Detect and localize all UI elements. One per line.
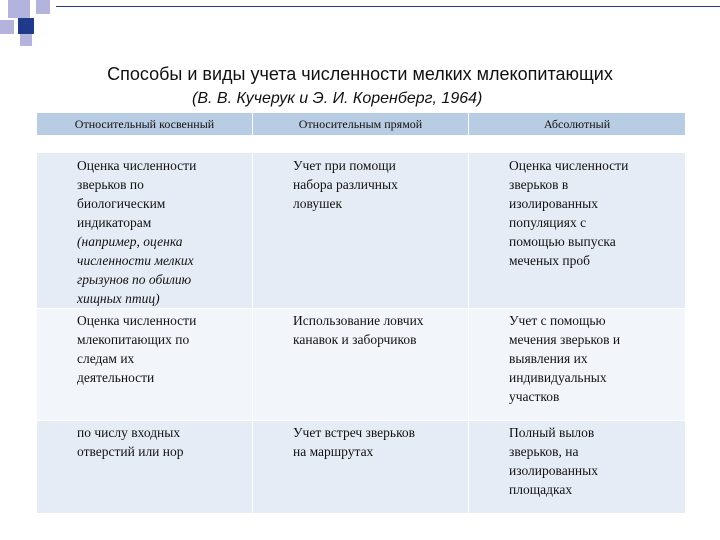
header-absolute: Абсолютный bbox=[468, 111, 685, 153]
cell-indirect-text: Оценка численности млекопитающих по следам их деятельности bbox=[77, 313, 197, 385]
cell-indirect bbox=[36, 153, 252, 309]
cell-absolute bbox=[468, 309, 685, 421]
cell-absolute-text: Учет с помощью мечения зверьков и выявления их индивидуальных участков bbox=[509, 313, 621, 404]
table-row bbox=[36, 309, 685, 421]
cell-indirect-text: Оценка численности зверьков по биологическим индикаторам bbox=[77, 158, 197, 230]
cell-direct-text: Учет встреч зверьков на маршрутах bbox=[293, 425, 416, 459]
cell-absolute-text: Оценка численности зверьков в изолированных популяциях с помощью выпуска меченых проб bbox=[509, 158, 629, 268]
cell-indirect bbox=[36, 309, 252, 421]
cell-absolute-text: Полный вылов зверьков, на изолированных площадках bbox=[509, 425, 598, 497]
header-direct: Относительным прямой bbox=[252, 111, 468, 153]
cell-indirect bbox=[36, 421, 252, 514]
slide-title: Способы и виды учета численности мелких млекопитающих bbox=[107, 64, 613, 84]
table-row bbox=[36, 421, 685, 514]
methods-table bbox=[36, 111, 685, 514]
slide-subtitle: (В. В. Кучерук и Э. И. Коренберг, 1964) bbox=[192, 90, 483, 107]
cell-direct-text: Учет при помощи набора различных ловушек bbox=[293, 158, 398, 211]
cell-absolute bbox=[468, 153, 685, 309]
cell-direct bbox=[252, 421, 468, 514]
cell-indirect-note: (например, оценка численности мелких грызунов по обилию хищных птиц) bbox=[77, 234, 194, 306]
table-header-row bbox=[36, 111, 685, 153]
cell-absolute bbox=[468, 421, 685, 514]
decorative-squares bbox=[0, 0, 720, 50]
cell-direct bbox=[252, 309, 468, 421]
table-row bbox=[36, 153, 685, 309]
cell-direct-text: Использование ловчих канавок и заборчиков bbox=[293, 313, 424, 347]
header-indirect: Относительный косвенный bbox=[36, 111, 252, 153]
cell-direct bbox=[252, 153, 468, 309]
cell-indirect-text: по числу входных отверстий или нор bbox=[77, 425, 184, 459]
